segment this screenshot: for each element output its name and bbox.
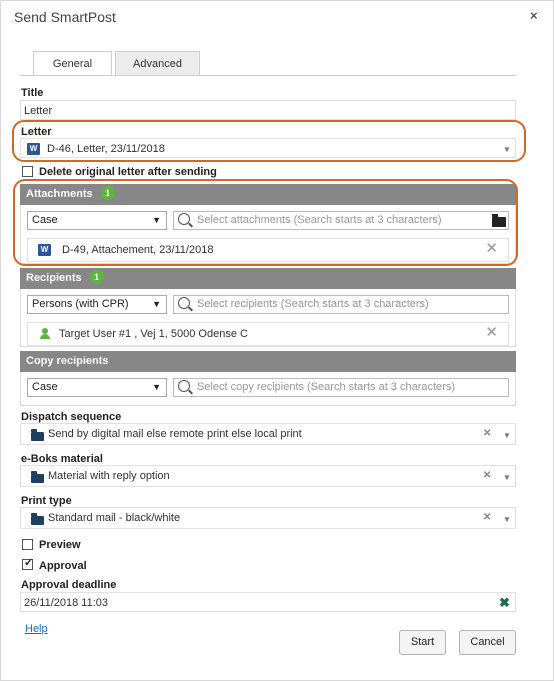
attachments-source-value: Case (32, 214, 58, 226)
copy-recipients-header (20, 351, 516, 372)
start-button[interactable]: Start (399, 630, 446, 655)
folder-icon (31, 432, 44, 441)
eboks-material-value: Material with reply option (48, 470, 170, 482)
recipients-search-input[interactable] (173, 295, 509, 314)
copy-recipients-search-placeholder: Select copy recipients (Search starts at 3 characters) (197, 381, 455, 393)
recipients-count-badge: 1 (90, 270, 104, 284)
caret-down-icon: ▼ (152, 299, 161, 309)
checkmark-icon: ✓ (24, 557, 34, 569)
letter-label: Letter (21, 126, 52, 138)
approval-deadline-input[interactable] (20, 592, 516, 612)
recipient-item (27, 322, 509, 346)
search-icon (178, 380, 190, 392)
print-type-value: Standard mail - black/white (48, 512, 181, 524)
dispatch-sequence-value: Send by digital mail else remote print else local print (48, 428, 302, 440)
approval-deadline-value: 26/11/2018 11:03 (24, 597, 109, 609)
chevron-down-icon[interactable]: ▼ (503, 145, 511, 154)
folder-icon (31, 516, 44, 525)
copy-recipients-search-input[interactable] (173, 378, 509, 397)
recipients-search-placeholder: Select recipients (Search starts at 3 characters) (197, 298, 429, 310)
folder-icon (31, 474, 44, 483)
person-icon (40, 328, 50, 340)
attachments-count-badge: 1 (101, 186, 115, 200)
eboks-material-select[interactable] (20, 465, 516, 487)
recipient-item-text: Target User #1 , Vej 1, 5000 Odense C (59, 328, 248, 340)
clear-icon[interactable]: ✕ (483, 428, 492, 439)
attachment-item-text: D-49, Attachement, 23/11/2018 (62, 244, 214, 256)
tab-advanced[interactable]: Advanced (115, 51, 200, 75)
preview-checkbox[interactable] (22, 539, 33, 550)
print-type-label: Print type (21, 495, 72, 507)
approval-label: Approval (39, 560, 87, 572)
approval-checkbox[interactable] (22, 559, 33, 570)
attachments-search-placeholder: Select attachments (Search starts at 3 characters) (197, 214, 442, 226)
copy-recipients-source-value: Case (32, 381, 58, 393)
copy-recipients-source-select[interactable] (27, 378, 167, 397)
recipients-source-select[interactable] (27, 295, 167, 314)
cancel-button[interactable]: Cancel (459, 630, 516, 655)
dispatch-sequence-label: Dispatch sequence (21, 411, 122, 423)
letter-highlight (12, 120, 526, 162)
remove-attachment-icon[interactable]: ✕ (485, 240, 498, 257)
title-value: Letter (24, 105, 53, 117)
dialog-title: Send SmartPost (14, 9, 116, 25)
attachments-highlight (13, 179, 518, 266)
print-type-select[interactable] (20, 507, 516, 529)
attachments-title: Attachments (26, 188, 93, 200)
letter-value: D-46, Letter, 23/11/2018 (47, 143, 165, 155)
chevron-down-icon[interactable]: ▼ (503, 473, 511, 482)
clear-date-icon[interactable]: ✖ (499, 595, 510, 610)
search-icon (178, 297, 190, 309)
approval-deadline-label: Approval deadline (21, 579, 117, 591)
caret-down-icon: ▼ (152, 382, 161, 392)
tab-divider (20, 75, 516, 76)
caret-down-icon: ▼ (152, 215, 161, 225)
recipients-title: Recipients (26, 272, 82, 284)
preview-label: Preview (39, 539, 81, 551)
tab-general[interactable]: General (33, 51, 112, 76)
clear-icon[interactable]: ✕ (483, 470, 492, 481)
delete-original-checkbox[interactable] (22, 166, 33, 177)
dispatch-sequence-select[interactable] (20, 423, 516, 445)
remove-recipient-icon[interactable]: ✕ (485, 324, 498, 341)
copy-recipients-title: Copy recipients (26, 355, 109, 367)
clear-icon[interactable]: ✕ (483, 512, 492, 523)
title-label: Title (21, 87, 44, 99)
recipients-source-value: Persons (with CPR) (32, 298, 129, 310)
eboks-material-label: e-Boks material (21, 453, 103, 465)
chevron-down-icon[interactable]: ▼ (503, 431, 511, 440)
close-icon[interactable]: × (530, 8, 538, 23)
help-link[interactable]: Help (25, 623, 48, 635)
title-input[interactable] (20, 100, 516, 120)
delete-original-label: Delete original letter after sending (39, 166, 217, 178)
recipients-header (20, 268, 516, 289)
word-doc-icon: W (27, 143, 40, 155)
word-doc-icon: W (38, 244, 51, 256)
chevron-down-icon[interactable]: ▼ (503, 515, 511, 524)
